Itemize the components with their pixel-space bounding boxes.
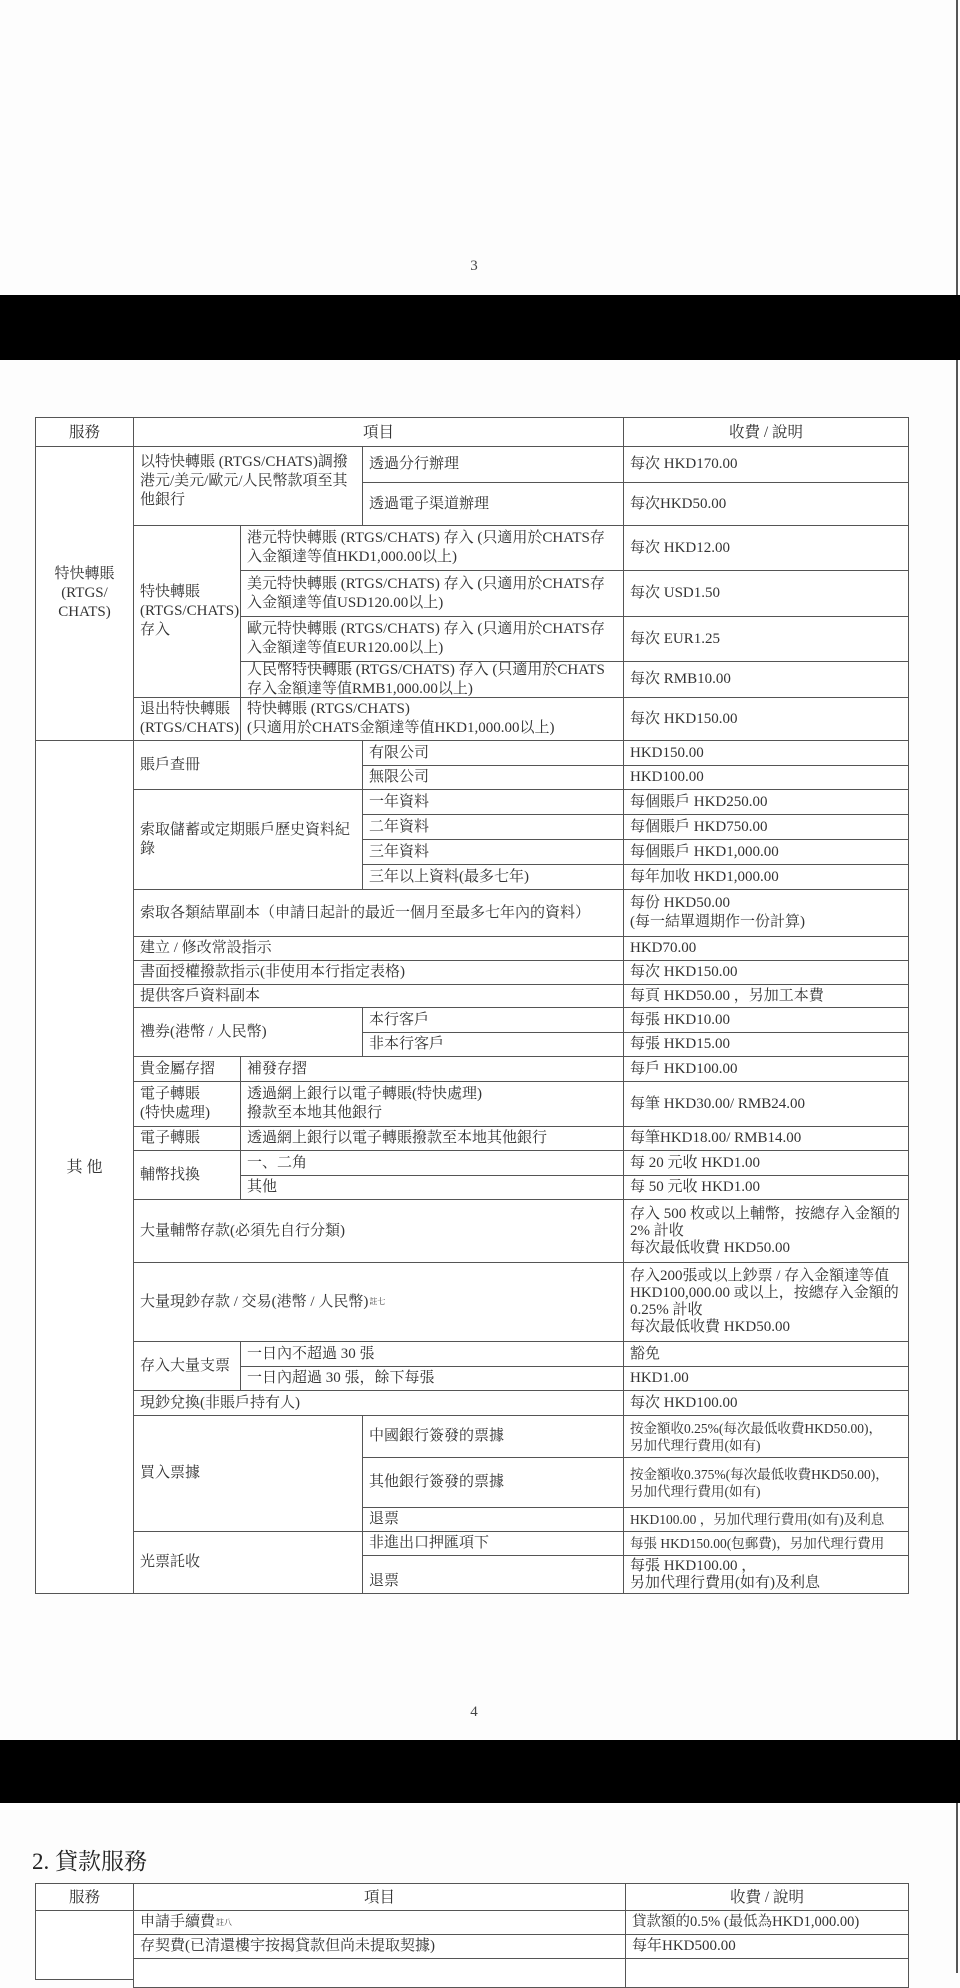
fee-cell: 存入200張或以上鈔票 / 存入金額達等值 HKD100,000.00 或以上，按總存入金額的 0.25% 計收 每次最低收費 HKD50.00 xyxy=(623,1262,909,1342)
fee-cell: 每次 HKD170.00 xyxy=(623,446,909,483)
fee-cell: 每筆HKD18.00/ RMB14.00 xyxy=(623,1126,909,1151)
fee-cell-clipped xyxy=(625,1958,909,1988)
fee-cell: 每個賬戶 HKD750.00 xyxy=(623,814,909,840)
page-separator xyxy=(0,1740,960,1803)
fee-cell: 每年加收 HKD1,000.00 xyxy=(623,864,909,890)
gift-cheque-label: 禮券(港幣 / 人民幣) xyxy=(133,1007,363,1057)
item-cell: 透過網上銀行以電子轉賬(特快處理) 撥款至本地其他銀行 xyxy=(240,1081,624,1127)
item-cell: 透過電子渠道辦理 xyxy=(362,482,624,526)
fee-cell: 每次 HKD150.00 xyxy=(623,697,909,741)
item-cell: 本行客戶 xyxy=(362,1007,624,1033)
fee-cell: 每次 EUR1.25 xyxy=(623,616,909,662)
item-cell: 其他 xyxy=(240,1175,624,1200)
fee-cell: 每 50 元收 HKD1.00 xyxy=(623,1175,909,1200)
account-search-label: 賬戶查冊 xyxy=(133,740,363,790)
item-cell xyxy=(133,1262,624,1342)
header-fee: 收費 / 說明 xyxy=(625,1883,909,1911)
e-transfer-express-label: 電子轉賬 (特快處理) xyxy=(133,1081,241,1127)
item-cell: 透過分行辦理 xyxy=(362,446,624,483)
fee-cell: 按金額收0.25%(每次最低收費HKD50.00)， 另加代理行費用(如有) xyxy=(623,1415,909,1458)
fee-cell: 每年HKD500.00 xyxy=(625,1934,909,1959)
item-cell: 提供客戶資料副本 xyxy=(133,984,624,1008)
fee-cell: HKD100.00 xyxy=(623,765,909,790)
item-cell: 其他銀行簽發的票據 xyxy=(362,1457,624,1508)
fee-cell: 每次 HKD150.00 xyxy=(623,960,909,985)
item-cell: 非進出口押匯項下 xyxy=(362,1531,624,1556)
item-cell: 一、二角 xyxy=(240,1150,624,1176)
section-heading: 2. 貸款服務 xyxy=(32,1849,147,1874)
item-cell xyxy=(133,1910,626,1935)
fee-cell: 每筆 HKD30.00/ RMB24.00 xyxy=(623,1081,909,1127)
item-cell: 歐元特快轉賬 (RTGS/CHATS) 存入 (只適用於CHATS存入金額達等值EUR120.00以上) xyxy=(240,616,624,662)
item-cell: 現鈔兌換(非賬戶持有人) xyxy=(133,1390,624,1416)
item-cell-clipped xyxy=(133,1958,626,1988)
item-cell: 一年資料 xyxy=(362,789,624,815)
fee-cell: 每張 HKD150.00(包郵費)，另加代理行費用 xyxy=(623,1531,909,1556)
fee-cell: 存入 500 枚或以上輔幣，按總存入金額的 2% 計收 每次最低收費 HKD50.00 xyxy=(623,1199,909,1263)
coin-exchange-label: 輔幣找換 xyxy=(133,1150,241,1200)
item-cell: 非本行客戶 xyxy=(362,1032,624,1057)
item-cell: 退票 xyxy=(362,1555,624,1594)
header-item: 項目 xyxy=(133,417,624,447)
fee-cell: 每戶 HKD100.00 xyxy=(623,1056,909,1082)
item-cell: 三年資料 xyxy=(362,839,624,865)
fee-cell: HKD70.00 xyxy=(623,936,909,961)
fee-cell: 按金額收0.375%(每次最低收費HKD50.00)， 另加代理行費用(如有) xyxy=(623,1457,909,1508)
fee-cell: HKD1.00 xyxy=(623,1366,909,1391)
fee-cell: 每次 HKD12.00 xyxy=(623,525,909,571)
clean-collection-label: 光票託收 xyxy=(133,1531,363,1594)
item-cell: 透過網上銀行以電子轉賬撥款至本地其他銀行 xyxy=(240,1126,624,1151)
page-number: 4 xyxy=(470,1704,478,1720)
fee-cell: HKD150.00 xyxy=(623,740,909,766)
fee-cell: 每份 HKD50.00 (每一結單週期作一份計算) xyxy=(623,889,909,937)
item-cell: 人民幣特快轉賬 (RTGS/CHATS) 存入 (只適用於CHATS存入金額達等值RMB1,000.00以上) xyxy=(240,661,624,698)
item-cell: 索取各類結單副本（申請日起計的最近一個月至最多七年內的資料） xyxy=(133,889,624,937)
fee-cell: 每張 HKD100.00 ， 另加代理行費用(如有)及利息 xyxy=(623,1555,909,1594)
item-cell: 特快轉賬 (RTGS/CHATS) (只適用於CHATS金額達等值HKD1,000.00以上) xyxy=(240,697,624,741)
item-cell: 建立 / 修改常設指示 xyxy=(133,936,624,961)
fee-cell: 每次 USD1.50 xyxy=(623,570,909,617)
header-fee: 收費 / 說明 xyxy=(623,417,909,447)
item-cell: 補發存摺 xyxy=(240,1056,624,1082)
fee-cell: 每 20 元收 HKD1.00 xyxy=(623,1150,909,1176)
item-text: 大量現鈔存款 / 交易(港幣 / 人民幣) xyxy=(140,1293,369,1310)
item-cell: 二年資料 xyxy=(362,814,624,840)
rtgs-transfer-out-label: 以特快轉賬 (RTGS/CHATS)調撥港元/美元/歐元/人民幣款項至其他銀行 xyxy=(133,446,363,526)
scrollbar-track[interactable] xyxy=(956,360,958,1740)
rtgs-exit-label: 退出特快轉賬 (RTGS/CHATS) xyxy=(133,697,241,741)
item-cell: 中國銀行簽發的票據 xyxy=(362,1415,624,1458)
fee-cell: 每次 HKD100.00 xyxy=(623,1390,909,1416)
precious-metal-label: 貴金屬存摺 xyxy=(133,1056,241,1082)
fee-cell: 每個賬戶 HKD250.00 xyxy=(623,789,909,815)
item-cell: 有限公司 xyxy=(362,740,624,766)
header-item: 項目 xyxy=(133,1883,626,1911)
service-rtgs: 特快轉賬 (RTGS/ CHATS) xyxy=(35,446,134,741)
rtgs-deposit-label: 特快轉賬 (RTGS/CHATS) 存入 xyxy=(133,525,241,698)
fee-cell: 貸款額的0.5% (最低為HKD1,000.00) xyxy=(625,1910,909,1935)
fee-cell: 每次HKD50.00 xyxy=(623,482,909,526)
service-others: 其 他 xyxy=(35,740,134,1594)
history-label: 索取儲蓄或定期賬戶歷史資料紀錄 xyxy=(133,789,363,890)
item-cell: 無限公司 xyxy=(362,765,624,790)
page-separator xyxy=(0,295,960,360)
fee-cell: 每次 RMB10.00 xyxy=(623,661,909,698)
item-cell: 退票 xyxy=(362,1507,624,1532)
item-cell: 美元特快轉賬 (RTGS/CHATS) 存入 (只適用於CHATS存入金額達等值USD120.00以上) xyxy=(240,570,624,617)
fee-cell: 每個賬戶 HKD1,000.00 xyxy=(623,839,909,865)
scrollbar-track[interactable] xyxy=(956,1803,958,1973)
fee-cell: HKD100.00 ，另加代理行費用(如有)及利息 xyxy=(623,1507,909,1532)
footnote-marker: 註八 xyxy=(216,1917,233,1927)
item-cell: 一日內不超過 30 張 xyxy=(240,1341,624,1367)
e-transfer-label: 電子轉賬 xyxy=(133,1126,241,1151)
item-cell: 存契費(已清還樓宇按揭貸款但尚未提取契據) xyxy=(133,1934,626,1959)
fee-cell: 每張 HKD15.00 xyxy=(623,1032,909,1057)
fee-cell: 每張 HKD10.00 xyxy=(623,1007,909,1033)
header-service: 服務 xyxy=(35,417,134,447)
item-cell: 大量輔幣存款(必須先自行分類) xyxy=(133,1199,624,1263)
footnote-marker: 註七 xyxy=(369,1297,386,1306)
item-cell: 港元特快轉賬 (RTGS/CHATS) 存入 (只適用於CHATS存入金額達等值HKD1,000.00以上) xyxy=(240,525,624,571)
item-cell: 一日內超過 30 張，餘下每張 xyxy=(240,1366,624,1391)
item-text: 申請手續費 xyxy=(140,1914,216,1930)
item-cell: 書面授權撥款指示(非使用本行指定表格) xyxy=(133,960,624,985)
item-cell: 三年以上資料(最多七年) xyxy=(362,864,624,890)
header-service: 服務 xyxy=(35,1883,134,1911)
page-number: 3 xyxy=(470,258,478,274)
scrollbar-track[interactable] xyxy=(956,0,958,295)
bulk-cheque-label: 存入大量支票 xyxy=(133,1341,241,1391)
fee-cell: 豁免 xyxy=(623,1341,909,1367)
buy-bills-label: 買入票據 xyxy=(133,1415,363,1532)
service-loan xyxy=(35,1910,134,1980)
fee-cell: 每頁 HKD50.00 ，另加工本費 xyxy=(623,984,909,1008)
